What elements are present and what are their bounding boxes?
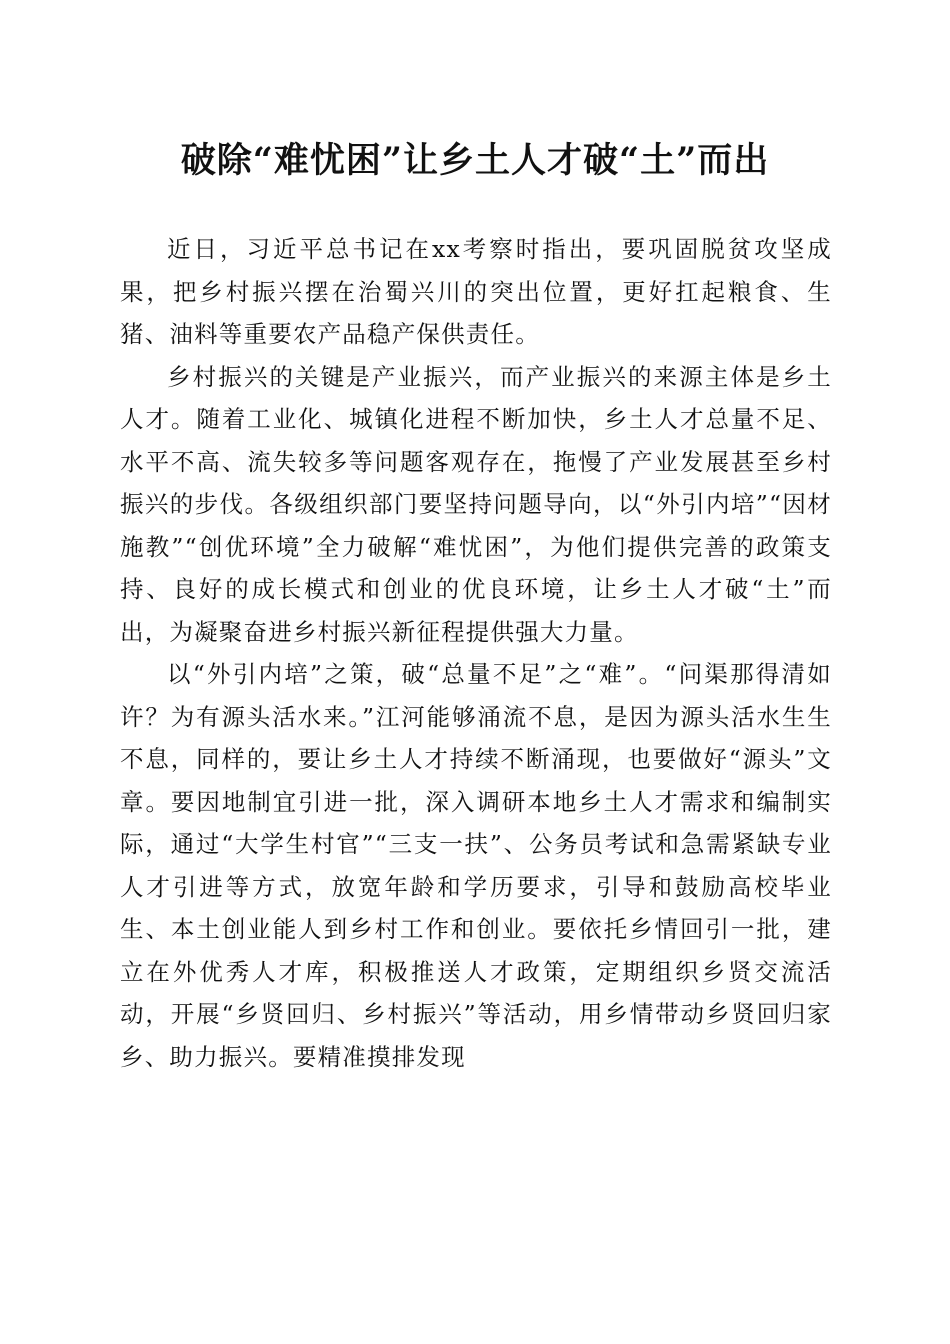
document-body xyxy=(120,228,832,1078)
paragraph-3: 以“外引内培”之策，破“总量不足”之“难”。“问渠那得清如许？为有源头活水来。”江河能够涌流不息，是因为源头活水生生不息，同样的，要让乡土人才持续不断涌现，也要做好“源头”文章。要因地制宜引进一批，深入调研本地乡土人才需求和编制实际，通过“大学生村官”“三支一扶”、公务员考试和急需紧缺专业人才引进等方式，放宽年龄和学历要求，引导和鼓励高校毕业生、本土创业能人到乡村工作和创业。要依托乡情回引一批，建立在外优秀人才库，积极推送人才政策，定期组织乡贤交流活动，开展“乡贤回归、乡村振兴”等活动，用乡情带动乡贤回归家乡、助力振兴。要精准摸排发现 xyxy=(120,660,832,1071)
paragraph-1: 近日，习近平总书记在xx考察时指出，要巩固脱贫攻坚成果，把乡村振兴摆在治蜀兴川的突出位置，更好扛起粮食、生猪、油料等重要农产品稳产保供责任。 xyxy=(120,235,832,348)
document-title: 破除“难忧困”让乡土人才破“土”而出 xyxy=(180,140,770,181)
paragraph-2: 乡村振兴的关键是产业振兴，而产业振兴的来源主体是乡土人才。随着工业化、城镇化进程不断加快，乡土人才总量不足、水平不高、流失较多等问题客观存在，拖慢了产业发展甚至乡村振兴的步伐。各级组织部门要坚持问题导向，以“外引内培”“因材施教”“创优环境”全力破解“难忧困”，为他们提供完善的政策支持、良好的成长模式和创业的优良环境，让乡土人才破“土”而出，为凝聚奋进乡村振兴新征程提供强大力量。 xyxy=(120,362,832,646)
